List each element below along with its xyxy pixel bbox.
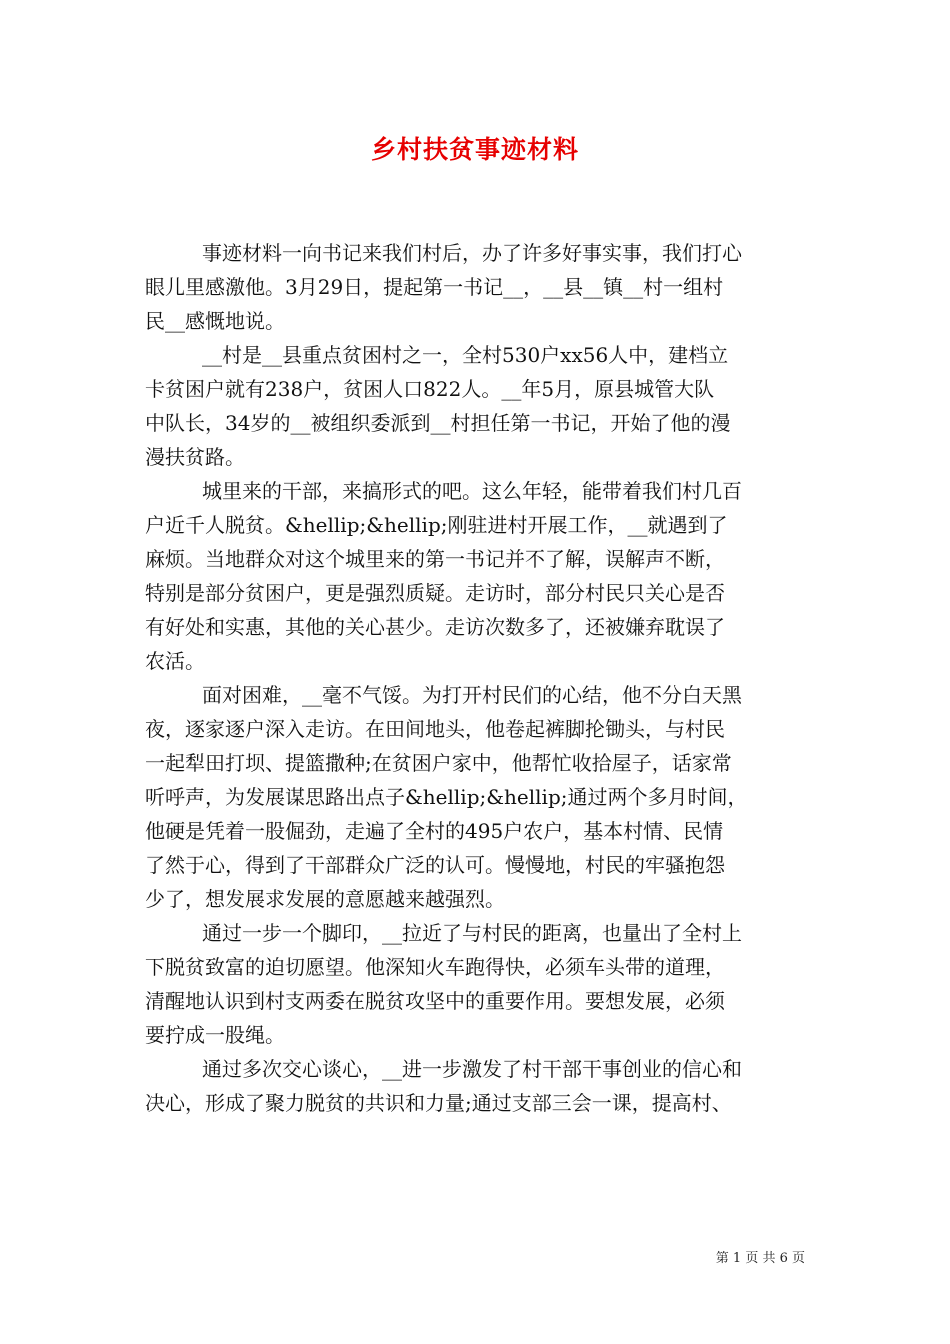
text-line: 一起犁田打坝、提篮撒种;在贫困户家中，他帮忙收拾屋子，话家常 [145, 751, 732, 775]
paragraph-5 [145, 916, 815, 1052]
text-line: __村是__县重点贫困村之一，全村530户xx56人中，建档立 [202, 343, 729, 367]
paragraph-4 [145, 678, 815, 916]
text-line: 麻烦。当地群众对这个城里来的第一书记并不了解，误解声不断， [145, 547, 725, 571]
text-line: 漫扶贫路。 [145, 445, 245, 469]
text-line: 事迹材料一向书记来我们村后，办了许多好事实事，我们打心 [202, 241, 742, 265]
text-line: 少了，想发展求发展的意愿越来越强烈。 [145, 887, 505, 911]
paragraph-6 [145, 1052, 815, 1120]
text-line: 他硬是凭着一股倔劲，走遍了全村的495户农户，基本村情、民情 [145, 819, 724, 843]
text-line: 城里来的干部，来搞形式的吧。这么年轻，能带着我们村几百 [202, 479, 742, 503]
text-line: 听呼声，为发展谋思路出点子&hellip;&hellip;通过两个多月时间， [145, 785, 748, 809]
text-line: 了然于心，得到了干部群众广泛的认可。慢慢地，村民的牢骚抱怨 [145, 853, 725, 877]
text-line: 面对困难，__毫不气馁。为打开村民们的心结，他不分白天黑 [202, 683, 742, 707]
text-line: 卡贫困户就有238户，贫困人口822人。__年5月，原县城管大队 [145, 377, 715, 401]
text-line: 户近千人脱贫。&hellip;&hellip;刚驻进村开展工作，__就遇到了 [145, 513, 728, 537]
page-number-footer: 第 1 页 共 6 页 [715, 1251, 805, 1266]
document-body [145, 236, 815, 1120]
text-line: 眼儿里感激他。3月29日，提起第一书记__，__县__镇__村一组村 [145, 275, 724, 299]
paragraph-3 [145, 474, 815, 678]
text-line: 通过多次交心谈心，__进一步激发了村干部干事创业的信心和 [202, 1057, 742, 1081]
paragraph-1 [145, 236, 815, 338]
text-line: 农活。 [145, 649, 205, 673]
text-line: 通过一步一个脚印，__拉近了与村民的距离，也量出了全村上 [202, 921, 742, 945]
text-line: 下脱贫致富的迫切愿望。他深知火车跑得快，必须车头带的道理， [145, 955, 725, 979]
page-title: 乡村扶贫事迹材料 [370, 135, 579, 164]
text-line: 民__感慨地说。 [145, 309, 285, 333]
text-line: 中队长，34岁的__被组织委派到__村担任第一书记，开始了他的漫 [145, 411, 731, 435]
text-line: 夜，逐家逐户深入走访。在田间地头，他卷起裤脚抡锄头，与村民 [145, 717, 725, 741]
text-line: 特别是部分贫困户，更是强烈质疑。走访时，部分村民只关心是否 [145, 581, 725, 605]
text-line: 要拧成一股绳。 [145, 1023, 285, 1047]
text-line: 清醒地认识到村支两委在脱贫攻坚中的重要作用。要想发展，必须 [145, 989, 725, 1013]
text-line: 决心，形成了聚力脱贫的共识和力量;通过支部三会一课，提高村、 [145, 1091, 732, 1115]
paragraph-2 [145, 338, 815, 474]
text-line: 有好处和实惠，其他的关心甚少。走访次数多了，还被嫌弃耽误了 [145, 615, 725, 639]
